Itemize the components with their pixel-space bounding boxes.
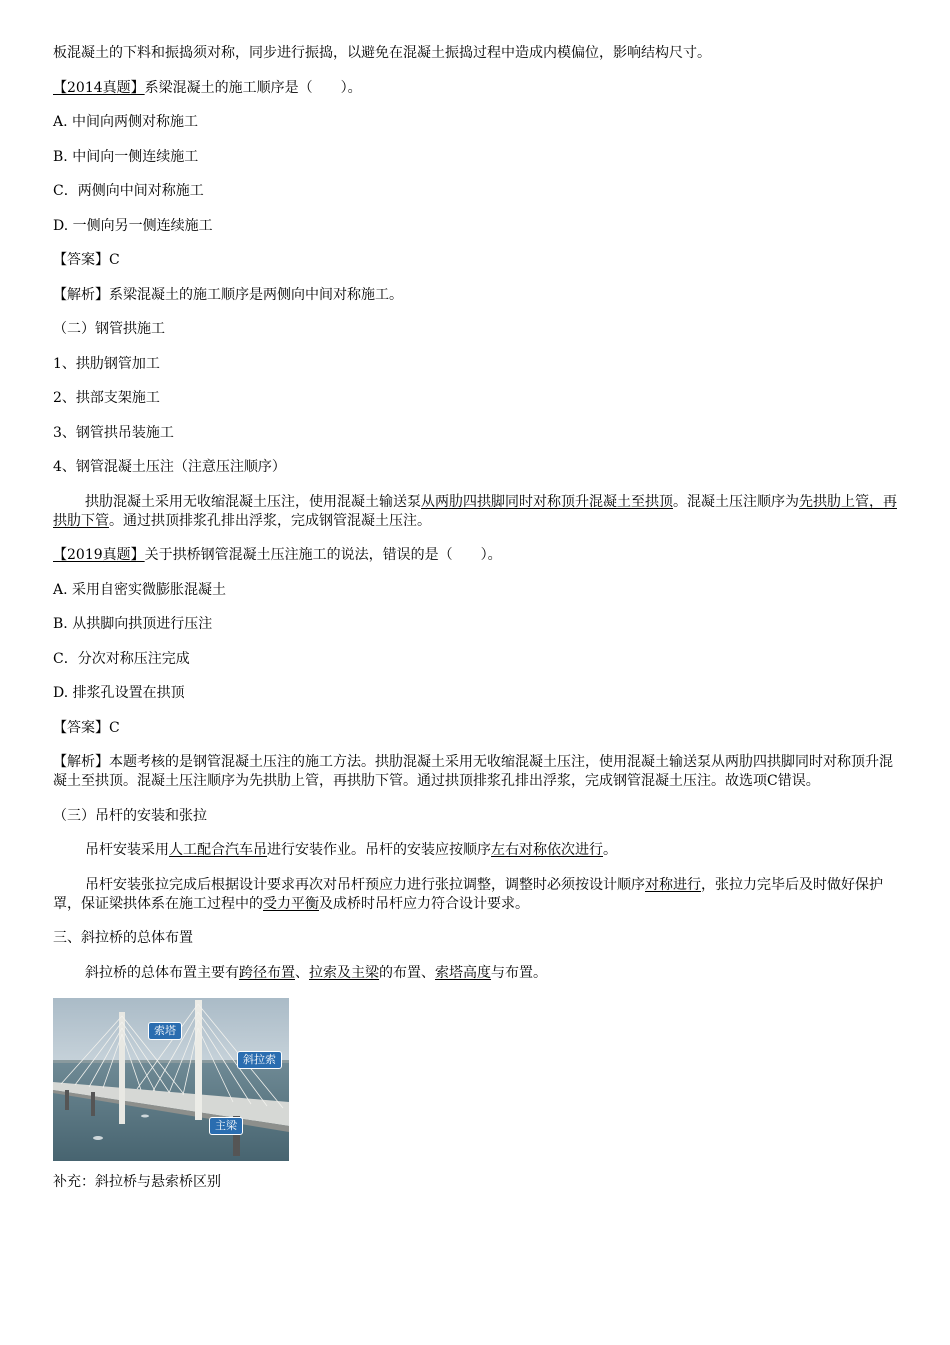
text: 吊杆安装张拉完成后根据设计要求再次对吊杆预应力进行张拉调整，调整时必须按设计顺序 [85,876,645,893]
section-heading: （三）吊杆的安装和张拉 [53,807,207,824]
question-text: 关于拱桥钢管混凝土压注施工的说法，错误的是（ ）。 [144,547,502,563]
explanation: 【解析】本题考核的是钢管混凝土压注的施工方法。拱肋混凝土采用无收缩混凝土压注，使用混凝土输送泵从两肋四拱脚同时对称顶升混凝土至拱顶。混凝土压注顺序为先拱肋上管，再拱肋下管。通过拱顶排浆孔排出浮浆，完成钢管混凝土压注。故选项C错误。 [53,754,893,789]
option-c: C．两侧向中间对称施工 [53,183,204,199]
question-tag: 【2014真题】 [53,79,145,96]
underlined-text: 跨径布置 [239,964,295,981]
document-page [53,44,898,1208]
text: 。通过拱顶排浆孔排出浮浆，完成钢管混凝土压注。 [109,512,431,529]
chapter-heading: 三、斜拉桥的总体布置 [53,930,193,946]
list-item: 4、钢管混凝土压注（注意压注顺序） [53,459,286,475]
option-b: B. 中间向一侧连续施工 [53,148,199,165]
cable-stayed-bridge-photo [53,998,289,1161]
underlined-text: 受力平衡 [263,895,319,912]
list-item: 1、拱肋钢管加工 [53,355,160,372]
text: 进行安装作业。吊杆的安装应按顺序 [267,842,491,858]
underlined-text: 左右对称依次进行 [491,842,603,858]
text: 斜拉桥的总体布置主要有 [85,964,239,981]
question-2019 [53,546,898,565]
answer: 【答案】C [53,719,120,736]
text: 及成桥时吊杆应力符合设计要求。 [319,895,529,912]
question-2014 [53,79,898,98]
option-d: D. 一侧向另一侧连续施工 [53,217,213,234]
paragraph: 板混凝土的下料和振捣须对称，同步进行振捣，以避免在混凝土振捣过程中造成内模偏位，影响结构尺寸。 [53,45,711,61]
paragraph-hanger-tension [53,876,898,914]
underlined-text: 对称进行 [645,876,701,893]
list-item: 3、钢管拱吊装施工 [53,424,174,441]
explanation: 【解析】系梁混凝土的施工顺序是两侧向中间对称施工。 [53,286,403,303]
underlined-text: 拉索及主梁 [309,964,379,981]
text: 。 [603,842,617,858]
supplement-note: 补充：斜拉桥与悬索桥区别 [53,1174,221,1190]
text: ，张拉力完毕后及时做好保护罩，保证梁拱体系在施工过程中的 [53,876,883,912]
text: 。混凝土压注顺序为 [673,493,799,510]
question-text: 系梁混凝土的施工顺序是（ ）。 [144,79,362,96]
text: 的布置、 [379,964,435,981]
text: 、 [295,964,309,981]
question-tag: 【2019真题】 [53,547,145,563]
answer: 【答案】C [53,252,120,268]
label-stay-cable: 斜拉索 [237,1051,282,1069]
underlined-text: 先拱肋上管，再拱肋下管 [53,493,897,529]
option-a: A. 采用自密实微膨胀混凝土 [53,581,227,598]
text: 与布置。 [491,964,547,981]
text: 拱肋混凝土采用无收缩混凝土压注，使用混凝土输送泵 [85,493,421,510]
underlined-text: 从两肋四拱脚同时对称顶升混凝土至拱顶 [421,493,673,510]
text: 吊杆安装采用 [85,842,169,858]
underlined-text: 索塔高度 [435,964,491,981]
underlined-text: 人工配合汽车吊 [169,842,267,858]
option-d: D. 排浆孔设置在拱顶 [53,685,185,701]
paragraph-cable-stayed-layout [53,964,898,983]
label-girder: 主梁 [209,1117,243,1135]
option-b: B. 从拱脚向拱顶进行压注 [53,616,213,632]
list-item: 2、拱部支架施工 [53,390,160,406]
section-heading: （二）钢管拱施工 [53,321,165,337]
label-tower: 索塔 [148,1022,182,1040]
option-a: A. 中间向两侧对称施工 [53,114,199,130]
paragraph-hanger-install [53,841,898,860]
paragraph-concrete-injection [53,493,898,531]
option-c: C．分次对称压注完成 [53,650,190,667]
